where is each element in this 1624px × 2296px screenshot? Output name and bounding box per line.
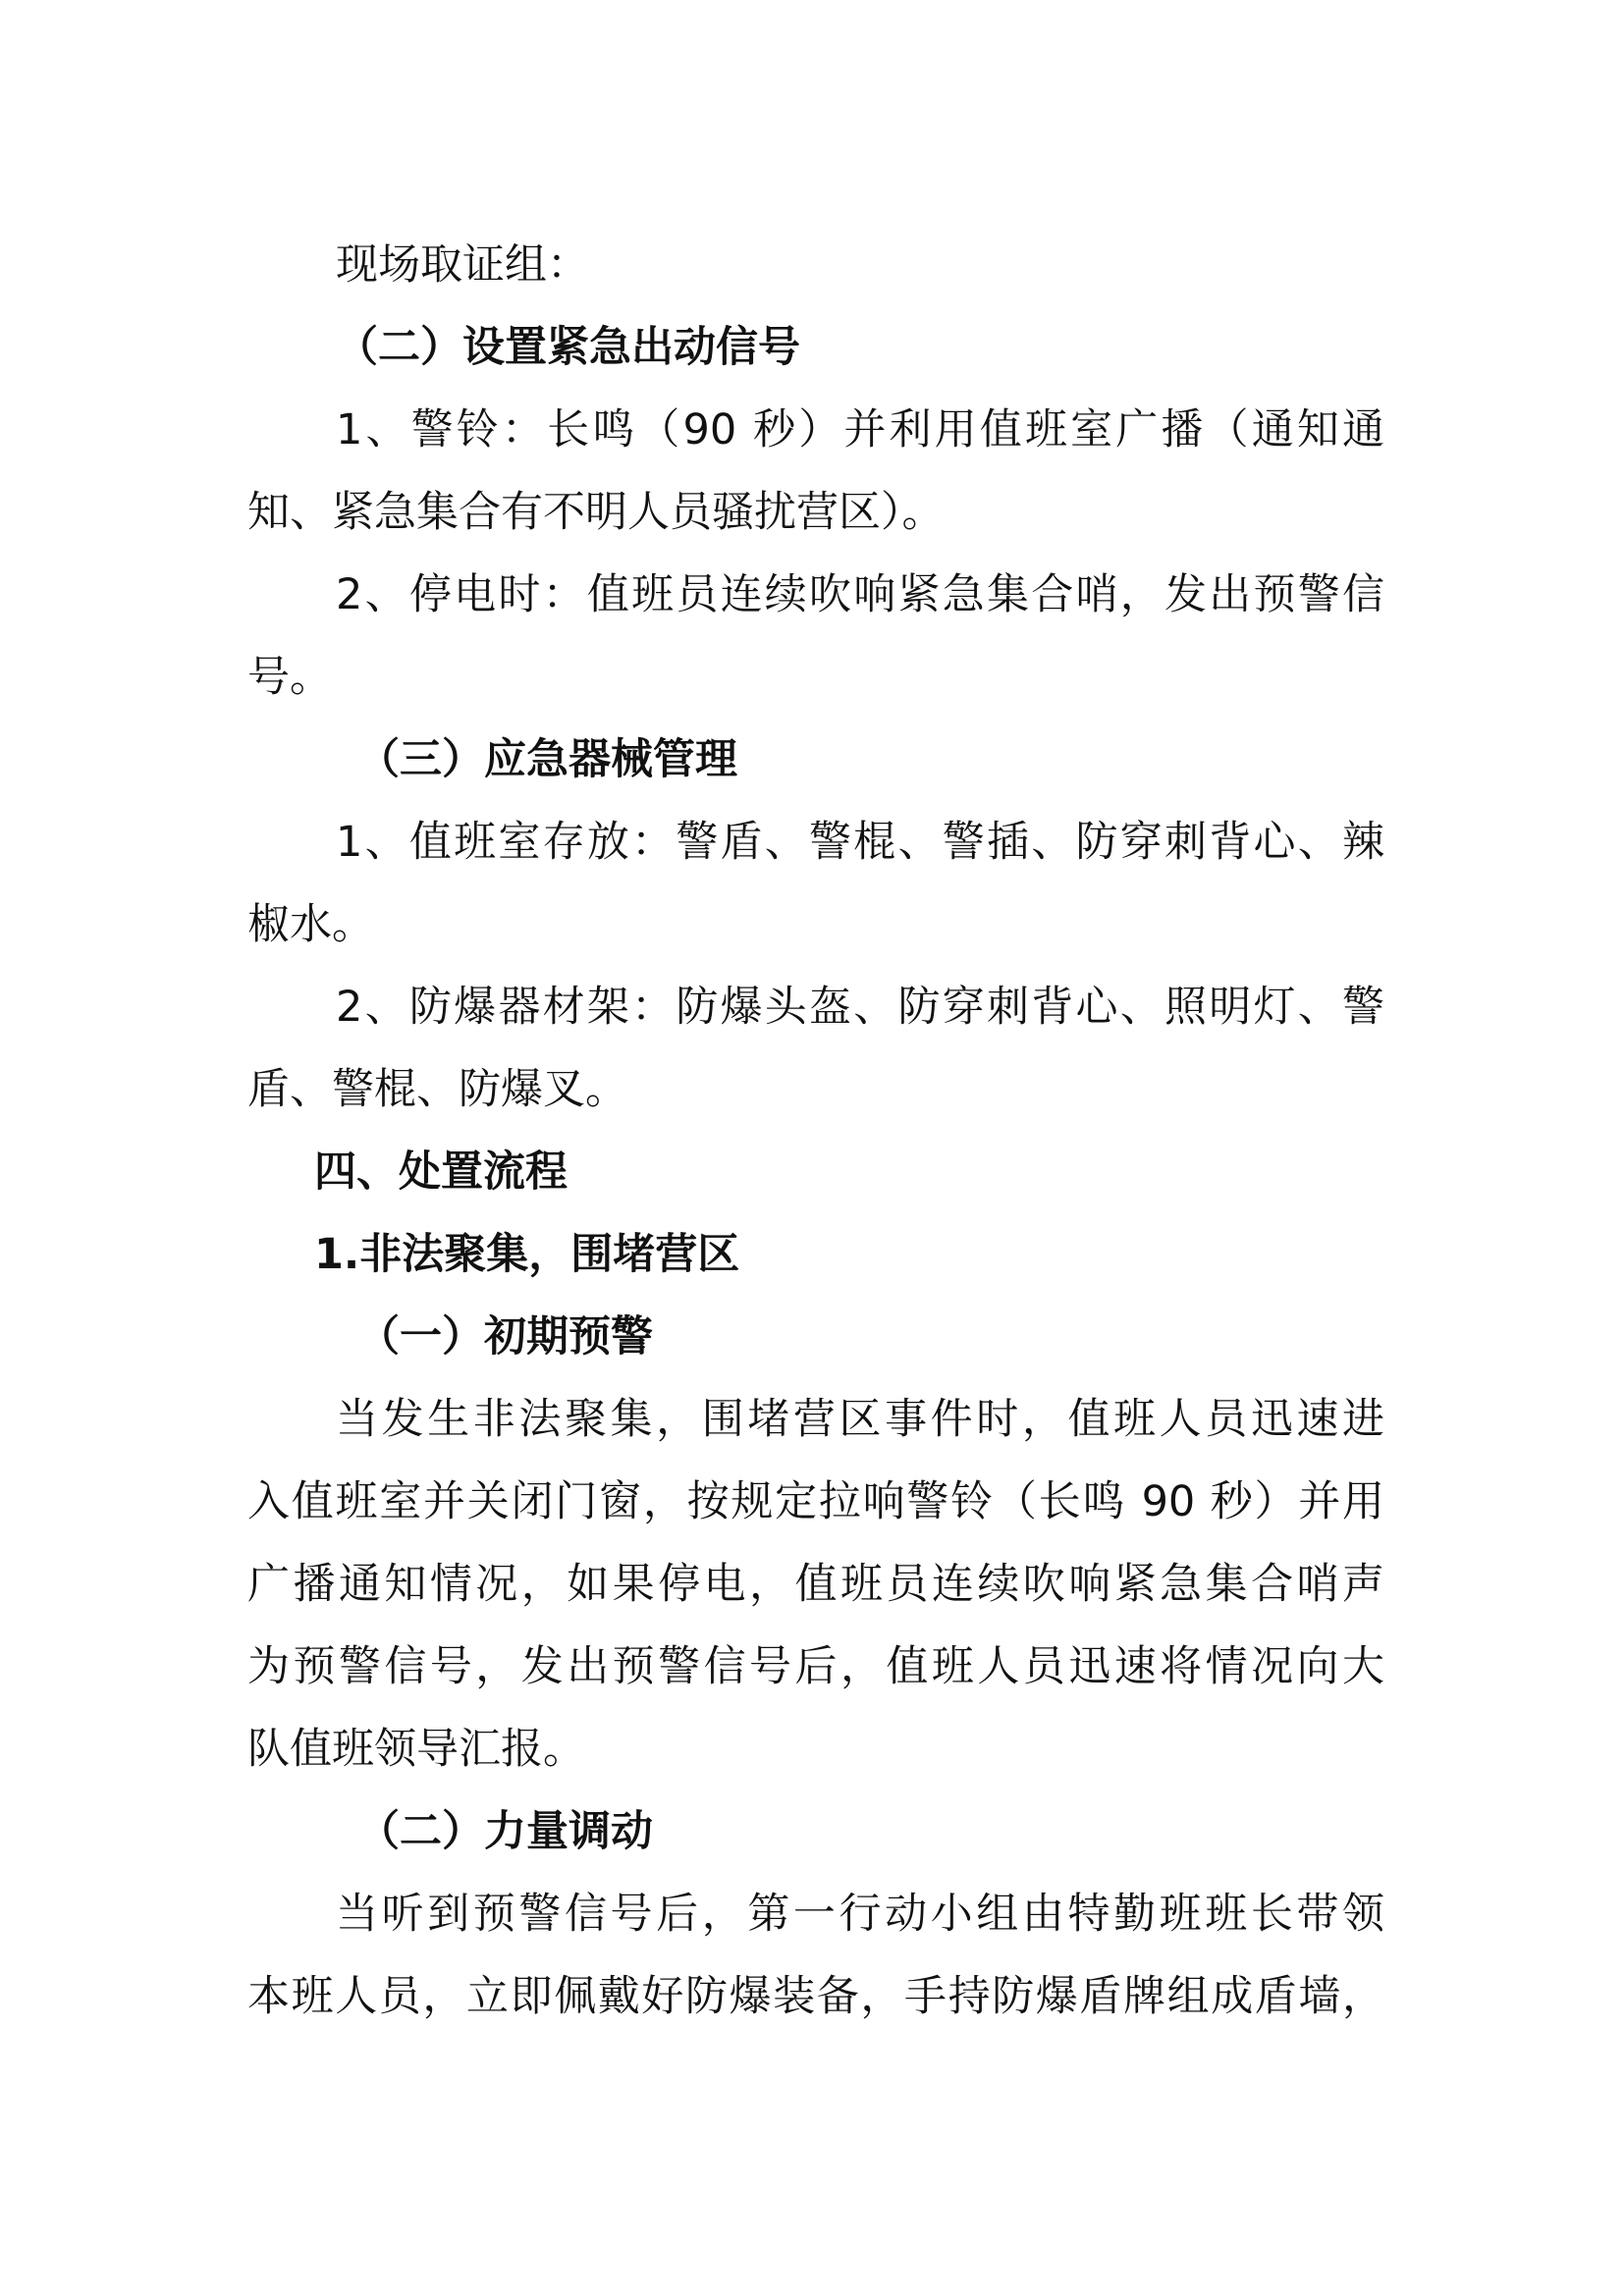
team-label: 现场取证组： xyxy=(336,240,589,290)
body-line: 队值班领导汇报。 xyxy=(247,1725,585,1774)
body-line: 椒水。 xyxy=(247,900,374,949)
body-line: 当发生非法聚集，围堵营区事件时，值班人员迅速进 xyxy=(336,1395,1384,1444)
body-line: 入值班室并关闭门窗，按规定拉响警铃（长鸣 90 秒）并用 xyxy=(247,1477,1384,1526)
case-heading-illegal-gathering: 1.非法聚集，围堵营区 xyxy=(314,1230,740,1279)
body-line: 1、值班室存放：警盾、警棍、警插、防穿刺背心、辣 xyxy=(336,818,1384,867)
body-line: 2、停电时：值班员连续吹响紧急集合哨，发出预警信 xyxy=(336,570,1384,619)
section-heading-signal: （二）设置紧急出动信号 xyxy=(336,323,800,372)
body-line: 2、防爆器材架：防爆头盔、防穿刺背心、照明灯、警 xyxy=(336,983,1384,1032)
body-line: 盾、警棍、防爆叉。 xyxy=(247,1065,627,1114)
subsection-heading-early-warning: （一）初期预警 xyxy=(357,1312,653,1362)
subsection-heading-mobilization: （二）力量调动 xyxy=(357,1807,653,1856)
body-line: 广播通知情况，如果停电，值班员连续吹响紧急集合哨声 xyxy=(247,1560,1384,1609)
document-body xyxy=(247,224,1384,2038)
part-heading-procedure: 四、处置流程 xyxy=(314,1148,568,1197)
body-line: 号。 xyxy=(247,653,332,702)
body-line: 为预警信号，发出预警信号后，值班人员迅速将情况向大 xyxy=(247,1642,1384,1691)
body-line: 当听到预警信号后，第一行动小组由特勤班班长带领 xyxy=(336,1890,1384,1939)
body-line: 1、警铃：长鸣（90 秒）并利用值班室广播（通知通 xyxy=(336,405,1384,454)
body-line: 知、紧急集合有不明人员骚扰营区）。 xyxy=(247,488,945,537)
body-line: 本班人员，立即佩戴好防爆装备，手持防爆盾牌组成盾墙， xyxy=(247,1972,1384,2021)
section-heading-equipment: （三）应急器械管理 xyxy=(357,735,737,784)
